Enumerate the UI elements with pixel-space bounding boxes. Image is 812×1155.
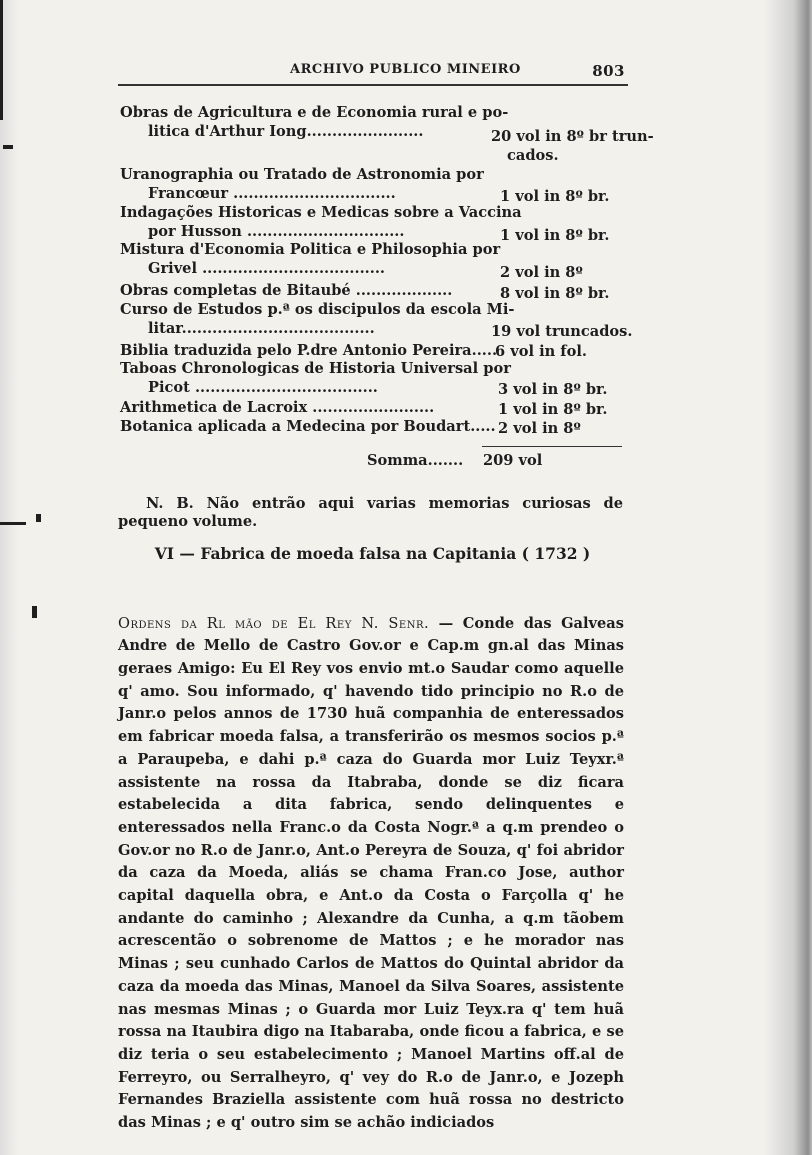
total-value: 209 vol — [483, 452, 543, 469]
book-title-line: Uranographia ou Tratado de Astronomia por — [120, 166, 484, 183]
scan-shadow-left — [0, 0, 18, 1155]
running-header — [120, 62, 625, 80]
book-volumes: 1 vol in 8º br. — [500, 227, 610, 244]
book-volumes: 2 vol in 8º — [498, 420, 581, 437]
total-rule — [482, 446, 622, 447]
book-title-line: Obras completas de Bitaubé ................... — [120, 282, 453, 299]
book-title-line: Taboas Chronologicas de Historia Universal por — [120, 360, 511, 377]
book-title-line: litar...................................... — [148, 320, 375, 337]
footnote-note: N. B. Não entrão aqui varias memorias curiosas de pequeno volume. — [118, 494, 623, 530]
book-title-line: Curso de Estudos p.ª os discipulos da escola Mi- — [120, 301, 515, 318]
book-volumes: 1 vol in 8º br. — [500, 188, 610, 205]
book-title-line: por Husson ............................... — [148, 223, 405, 240]
total-label: Somma....... — [367, 452, 464, 469]
scan-mark — [0, 522, 26, 525]
scan-mark — [32, 606, 37, 618]
book-volumes: 6 vol in fol. — [495, 343, 587, 360]
book-volumes: 2 vol in 8º — [500, 264, 583, 281]
letter-body: — Conde das Galveas Andre de Mello de Castro Gov.or e Cap.m gn.al das Minas geraes Amigo: Eu El Rey vos envio mt.o Saudar como aquelle q' amo. Sou informado, q' havendo tido principio no R.o de Janr.o pelos annos de 1730 huã companhia de enteressados em fabricar moeda falsa, a transferirão os mesmos socios p.ª a Paraupeba, e dahi p.ª caza do Guarda mor Luiz Teyxr.ª assistente na rossa da Itabraba, donde se diz ficara estabelecida a dita fabrica, sendo delinquentes e enteressados nella Franc.o da Costa Nogr.ª a q.m prendeo o Gov.or no R.o de Janr.o, Ant.o Pereyra de Souza, q' foi abridor da caza da Moeda, aliás se chama Fran.co Jose, author capital daquella obra, e Ant.o da Costa o Farçolla q' he andante do caminho ; Alexandre da Cunha, a q.m tãobem acrescentão o sobrenome de Mattos ; e he morador nas Minas ; seu cunhado Carlos de Mattos do Quintal abridor da caza da moeda das Minas, Manoel da Silva Soares, assistente nas mesmas Minas ; o Guarda mor Luiz Teyx.ra q' tem huã rossa na Itaubira digo na Itabaraba, onde ficou a fabrica, e se diz teria o seu estabelecimento ; Manoel Martins off.al de Ferreyro, ou Serralheyro, q' vey do R.o de Janr.o, e Jozeph Fernandes Braziella assistente com huã rossa no destricto das Minas ; e q' outro sim se achão indiciados — [118, 614, 624, 1132]
letter-text — [118, 613, 624, 1135]
book-title-line: Picot .................................... — [148, 379, 378, 396]
book-title-line: Arithmetica de Lacroix ........................ — [120, 399, 435, 416]
book-title-line: Francœur ................................ — [148, 185, 396, 202]
book-title-line: Obras de Agricultura e de Economia rural e po- — [120, 104, 509, 121]
book-title-line: Indagações Historicas e Medicas sobre a Vaccina — [120, 204, 522, 221]
section-title: VI — Fabrica de moeda falsa na Capitania ( 1732 ) — [154, 544, 591, 563]
book-volumes: 3 vol in 8º br. — [498, 381, 608, 398]
book-volumes: 19 vol truncados. — [491, 323, 633, 340]
book-title-line: Biblia traduzida pelo P.dre Antonio Pereira..... — [120, 342, 498, 359]
page-number: 803 — [592, 62, 625, 80]
book-title-line: Mistura d'Economia Politica e Philosophia por — [120, 241, 501, 258]
letter-opening: Ordens da Rl mão de El Rey N. Senr. — [118, 614, 430, 632]
book-title-line: Grivel .................................... — [148, 260, 385, 277]
scan-mark — [0, 0, 3, 120]
scan-shadow-right — [764, 0, 812, 1155]
book-volumes: 8 vol in 8º br. — [500, 285, 610, 302]
header-rule — [118, 84, 628, 86]
book-title-line: Botanica aplicada a Medecina por Boudart..... — [120, 418, 496, 435]
book-title-line: litica d'Arthur Iong....................... — [148, 123, 424, 140]
scan-mark — [36, 514, 41, 522]
book-volumes: 20 vol in 8º br trun- — [491, 128, 654, 145]
scan-mark — [3, 145, 13, 149]
book-volumes: 1 vol in 8º br. — [498, 401, 608, 418]
header-title: ARCHIVO PUBLICO MINEIRO — [290, 62, 521, 77]
book-volumes: cados. — [507, 147, 559, 164]
